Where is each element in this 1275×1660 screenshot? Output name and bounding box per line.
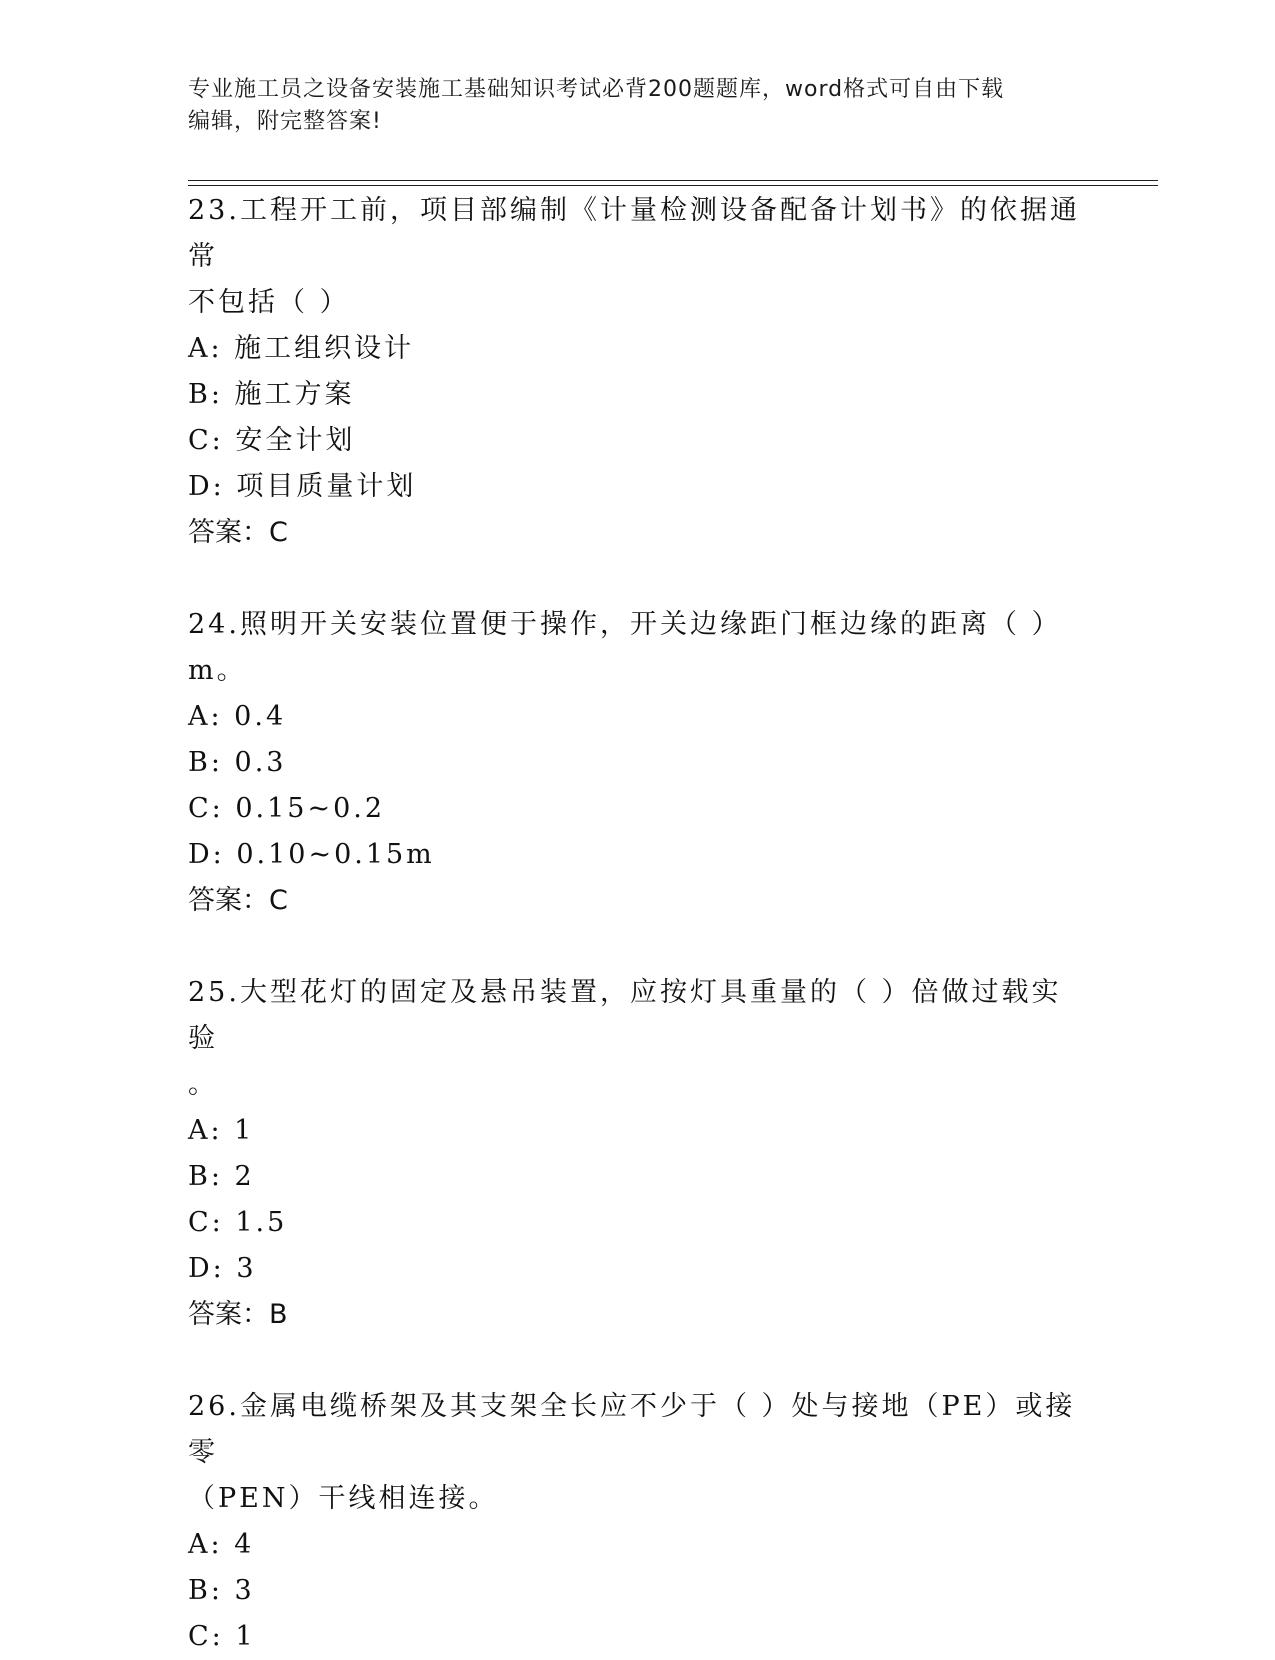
option-a: A: 4 [188, 1529, 255, 1560]
answer: 答案：C [188, 885, 288, 916]
question-23 [188, 188, 1088, 556]
answer: 答案：B [188, 1299, 288, 1330]
question-stem: 26.金属电缆桥架及其支架全长应不少于（ ）处与接地（PE）或接零 [188, 1391, 1076, 1468]
question-25 [188, 970, 1088, 1338]
question-stem: 23.工程开工前，项目部编制《计量检测设备配备计划书》的依据通常 [188, 195, 1080, 272]
header-line-1: 专业施工员之设备安装施工基础知识考试必背200题题库，word格式可自由下载 [188, 77, 1005, 102]
question-stem: 24.照明开关安装位置便于操作，开关边缘距门框边缘的距离（ ）m。 [188, 609, 1062, 686]
option-b: B: 施工方案 [188, 379, 355, 410]
answer: 答案：C [188, 517, 288, 548]
question-26 [188, 1384, 1088, 1660]
option-d: D: 3 [188, 1253, 257, 1284]
option-b: B: 2 [188, 1161, 255, 1192]
header-rule-top [188, 180, 1158, 181]
option-a: A: 施工组织设计 [188, 333, 415, 364]
option-c: C: 0.15~0.2 [188, 793, 386, 824]
spacer [188, 556, 1088, 602]
option-d: D: 0.10~0.15m [188, 839, 435, 870]
question-stem-continued: 不包括（ ） [188, 287, 350, 318]
option-b: B: 0.3 [188, 747, 287, 778]
question-stem-continued: （PEN）干线相连接。 [188, 1483, 499, 1514]
option-c: C: 1 [188, 1621, 256, 1652]
option-d: D: 项目质量计划 [188, 471, 417, 502]
spacer [188, 924, 1088, 970]
spacer [188, 1338, 1088, 1384]
option-a: A: 1 [188, 1115, 255, 1146]
question-stem-continued: 。 [188, 1069, 218, 1100]
option-c: C: 1.5 [188, 1207, 288, 1238]
option-a: A: 0.4 [188, 701, 287, 732]
header-rule-bottom [188, 185, 1158, 186]
option-b: B: 3 [188, 1575, 255, 1606]
question-24 [188, 602, 1088, 924]
question-list [188, 188, 1088, 1660]
header-line-2: 编辑，附完整答案! [188, 109, 382, 134]
document-header [188, 74, 1088, 138]
question-stem: 25.大型花灯的固定及悬吊装置，应按灯具重量的（ ）倍做过载实验 [188, 977, 1062, 1054]
option-c: C: 安全计划 [188, 425, 356, 456]
